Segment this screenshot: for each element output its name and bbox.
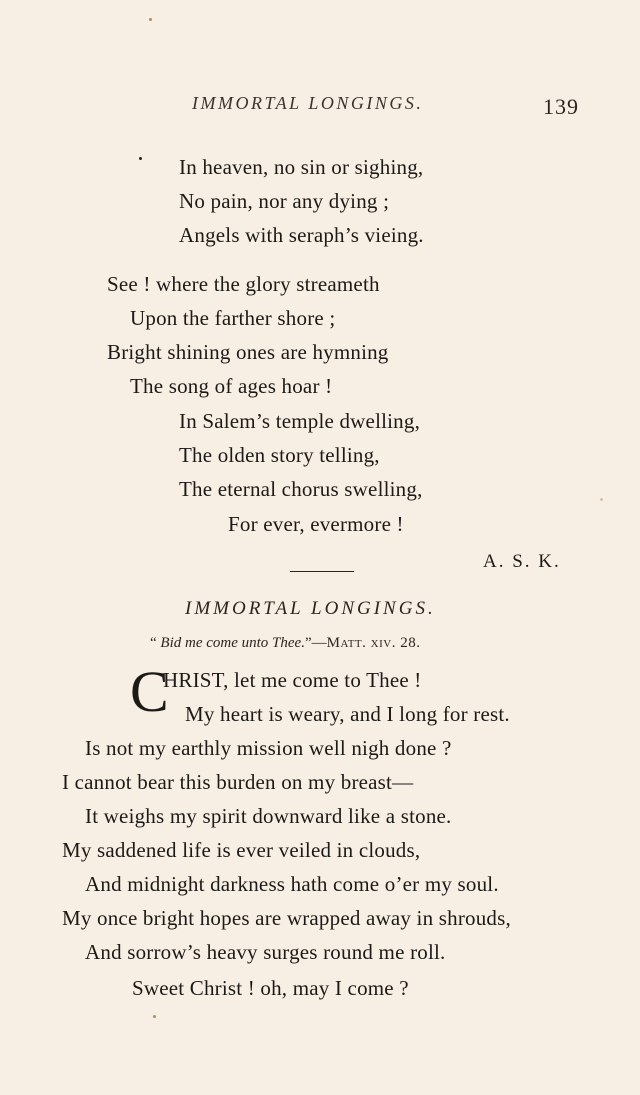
epigraph-open-quote: “ [150,635,161,651]
verse-line: For ever, evermore ! [228,512,404,536]
verse-line: The song of ages hoar ! [130,374,333,398]
ink-mark [139,157,142,160]
verse-line: It weighs my spirit downward like a stone. [85,804,452,828]
verse-line: No pain, nor any dying ; [179,189,390,213]
verse-line: And midnight darkness hath come o’er my soul. [85,872,499,896]
verse-line: Angels with seraph’s vieing. [179,223,424,247]
epigraph-reference: Matt. xiv. 28. [326,635,421,651]
verse-line: Sweet Christ ! oh, may I come ? [132,976,409,1000]
paper-speck [153,1015,156,1018]
verse-line: The eternal chorus swelling, [179,477,423,501]
verse-line: In heaven, no sin or sighing, [179,155,424,179]
running-head: IMMORTAL LONGINGS. [192,93,424,113]
page-number: 139 [543,94,579,119]
paper-speck [600,498,603,501]
verse-line: Is not my earthly mission well nigh done ? [85,736,452,760]
verse-line: I cannot bear this burden on my breast— [62,770,414,794]
verse-line: And sorrow’s heavy surges round me roll. [85,940,446,964]
verse-line: Upon the farther shore ; [130,306,336,330]
epigraph-quote: Bid me come unto Thee. [160,635,305,651]
epigraph-close-quote: ”— [304,635,327,651]
verse-line-first: HRIST, let me come to Thee ! [163,668,422,692]
verse-line: Bright shining ones are hymning [107,340,389,364]
section-divider [290,571,354,572]
verse-line: See ! where the glory streameth [107,272,380,296]
verse-line: My saddened life is ever veiled in clouds, [62,838,421,862]
verse-line: In Salem’s temple dwelling, [179,409,421,433]
paper-speck [149,18,152,21]
drop-cap: C [130,659,169,724]
verse-line: My heart is weary, and I long for rest. [185,702,510,726]
poem-title: IMMORTAL LONGINGS. [185,598,436,619]
verse-line: My once bright hopes are wrapped away in shrouds, [62,906,511,930]
author-initials: A. S. K. [483,551,561,572]
epigraph [150,635,420,652]
verse-line: The olden story telling, [179,443,380,467]
